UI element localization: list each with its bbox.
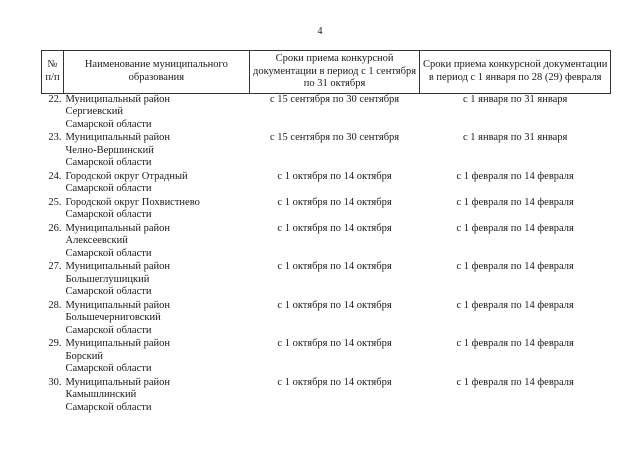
table-row bbox=[42, 132, 611, 171]
municipality-name bbox=[63, 261, 249, 300]
municipality-name-line: Муниципальный район bbox=[65, 222, 171, 234]
period-jan-feb: с 1 февраля по 14 февраля bbox=[456, 196, 574, 208]
period-jan-feb: с 1 января по 31 января bbox=[462, 132, 568, 143]
municipality-name-line: Самарской области bbox=[65, 324, 152, 336]
municipality-name bbox=[63, 171, 249, 197]
table-row bbox=[42, 338, 611, 377]
municipality-name-line: Самарской области bbox=[65, 247, 152, 259]
period-jan-feb: с 1 февраля по 14 февраля bbox=[456, 170, 574, 182]
municipality-name-line: Сергиевский bbox=[65, 106, 124, 117]
municipality-name-line: Городской округ Похвистнево bbox=[65, 196, 200, 208]
municipality-name bbox=[63, 300, 249, 339]
municipality-name bbox=[63, 223, 249, 262]
row-number: 26. bbox=[48, 222, 62, 234]
municipality-name-line: Самарской области bbox=[65, 363, 152, 374]
row-number: 28. bbox=[48, 299, 62, 311]
table-row bbox=[42, 261, 611, 300]
municipality-name-line: Камышлинский bbox=[65, 389, 137, 400]
table-row bbox=[42, 171, 611, 197]
table-row bbox=[42, 93, 611, 132]
period-jan-feb: с 1 февраля по 14 февраля bbox=[456, 261, 574, 272]
period-sep-oct: с 1 октября по 14 октября bbox=[277, 299, 392, 311]
period-jan-feb: с 1 января по 31 января bbox=[462, 93, 568, 105]
municipality-name-line: Муниципальный район bbox=[65, 299, 171, 311]
period-jan-feb: с 1 февраля по 14 февраля bbox=[456, 376, 574, 388]
municipality-name bbox=[63, 132, 249, 171]
municipality-name-line: Большечерниговский bbox=[65, 312, 161, 323]
municipality-name-line: Алексеевский bbox=[65, 235, 128, 246]
municipality-name-line: Муниципальный район bbox=[65, 93, 171, 105]
row-number: 24. bbox=[48, 170, 62, 182]
page-number: 4 bbox=[317, 26, 323, 37]
municipality-name-line: Челно-Вершинский bbox=[65, 144, 154, 156]
row-number: 30. bbox=[48, 376, 62, 388]
period-sep-oct: с 1 октября по 14 октября bbox=[277, 196, 392, 208]
table-row bbox=[42, 300, 611, 339]
header-num: № п/п bbox=[42, 51, 64, 94]
municipality-name-line: Самарской области bbox=[65, 118, 152, 130]
period-sep-oct: с 1 октября по 14 октября bbox=[277, 170, 392, 182]
municipality-name-line: Самарской области bbox=[65, 157, 152, 168]
municipality-name-line: Борский bbox=[65, 350, 104, 362]
row-number: 25. bbox=[48, 196, 62, 208]
municipality-name-line: Самарской области bbox=[65, 183, 152, 194]
period-sep-oct: с 1 октября по 14 октября bbox=[277, 261, 392, 272]
municipality-name-line: Самарской области bbox=[65, 209, 152, 220]
municipality-name-line: Большеглушицкий bbox=[65, 273, 150, 285]
municipality-name bbox=[63, 93, 249, 132]
table-header bbox=[42, 51, 611, 94]
municipality-name-line: Самарской области bbox=[65, 286, 152, 297]
municipality-name-line: Муниципальный район bbox=[65, 376, 171, 388]
municipality-name-line: Городской округ Отрадный bbox=[65, 170, 188, 182]
municipality-name-line: Муниципальный район bbox=[65, 338, 171, 349]
header-period-sep-oct: Сроки приема конкурсной документации в период с 1 сентября по 31 октября bbox=[249, 51, 420, 94]
row-number: 29. bbox=[48, 338, 62, 349]
row-number: 22. bbox=[48, 93, 62, 105]
period-jan-feb: с 1 февраля по 14 февраля bbox=[456, 299, 574, 311]
municipality-name-line: Муниципальный район bbox=[65, 261, 171, 272]
municipality-name bbox=[63, 338, 249, 377]
municipality-name-line: Муниципальный район bbox=[65, 132, 171, 143]
municipality-name-line: Самарской области bbox=[65, 401, 152, 413]
period-sep-oct: с 15 сентября по 30 сентября bbox=[269, 132, 400, 143]
row-number: 27. bbox=[48, 261, 62, 272]
period-sep-oct: с 1 октября по 14 октября bbox=[277, 222, 392, 234]
table-row bbox=[42, 223, 611, 262]
municipality-name bbox=[63, 197, 249, 223]
table-row bbox=[42, 197, 611, 223]
table-body bbox=[42, 93, 611, 415]
header-period-jan-feb: Сроки приема конкурсной документации в период с 1 января по 28 (29) февраля bbox=[420, 51, 611, 94]
deadlines-table bbox=[41, 50, 611, 415]
period-jan-feb: с 1 февраля по 14 февраля bbox=[456, 222, 574, 234]
period-jan-feb: с 1 февраля по 14 февраля bbox=[456, 338, 574, 349]
period-sep-oct: с 1 октября по 14 октября bbox=[277, 338, 392, 349]
period-sep-oct: с 15 сентября по 30 сентября bbox=[269, 93, 400, 105]
municipality-name bbox=[63, 377, 249, 416]
table-row bbox=[42, 377, 611, 416]
header-name: Наименование муниципального образования bbox=[63, 51, 249, 94]
period-sep-oct: с 1 октября по 14 октября bbox=[277, 376, 392, 388]
row-number: 23. bbox=[48, 132, 62, 143]
